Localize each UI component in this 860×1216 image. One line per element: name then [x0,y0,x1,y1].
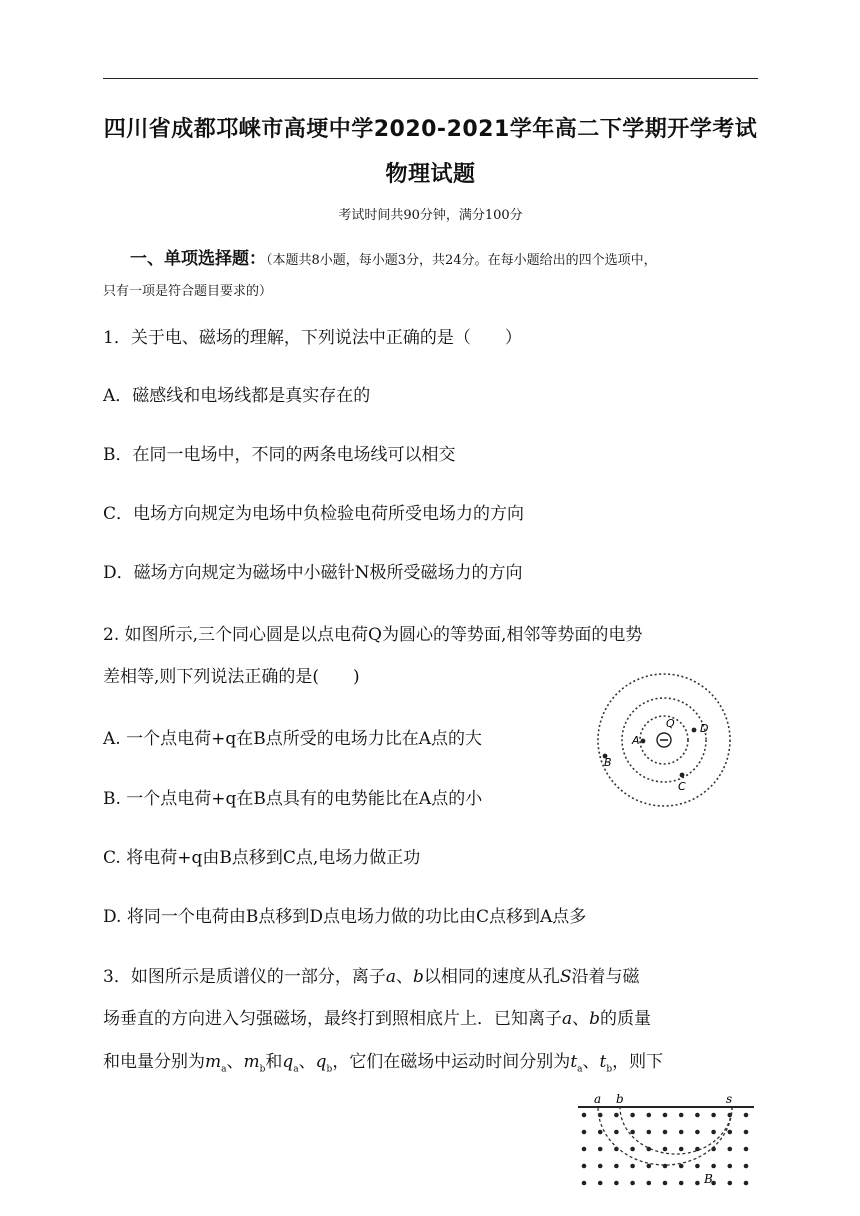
label-c: C [678,780,686,793]
magnetic-field-dots [582,1113,749,1186]
field-dot [630,1113,635,1118]
label-a: a [594,1093,602,1106]
charge-symbol: q [315,1052,327,1072]
field-dot [647,1164,652,1169]
q3-text: 沿着与磁 [571,967,640,987]
hole-s: S [559,967,572,987]
q3-text: 的质量 [600,1009,652,1029]
mass-spectrometer-figure [574,1093,756,1193]
separator: 、 [226,1052,244,1072]
charge-symbol: q [282,1052,294,1072]
subscript-b: b [259,1064,266,1075]
field-dot [582,1113,587,1118]
mass-symbol: m [243,1052,260,1072]
q1-option-a: A．磁感线和电场线都是真实存在的 [103,386,371,406]
label-b: B [604,756,612,769]
field-dot [647,1130,652,1135]
subscript-a: a [221,1064,227,1075]
field-dot [728,1164,733,1169]
field-dot [663,1113,668,1118]
point-d-dot [692,728,697,733]
field-dot [695,1130,700,1135]
separator: 、 [582,1052,600,1072]
q3-text: 场垂直的方向进入匀强磁场，最终打到照相底片上．已知离子 [103,1009,562,1029]
time-symbol: t [599,1052,607,1072]
exam-subject: 物理试题 [385,162,476,187]
field-dot [598,1130,603,1135]
label-d: D [700,722,709,735]
field-dot [663,1181,668,1186]
field-dot [598,1147,603,1152]
q2-option-c: C. 将电荷+q由B点移到C点,电场力做正功 [103,848,421,868]
label-a: A [632,734,640,747]
field-dot [744,1130,749,1135]
header-rule [103,78,758,79]
field-dot [679,1181,684,1186]
q3-text: 3．如图所示是质谱仪的一部分，离子 [103,967,386,987]
field-dot [744,1164,749,1169]
label-b: b [616,1093,624,1106]
field-dot [744,1147,749,1152]
q1-option-d: D．磁场方向规定为磁场中小磁针N极所受磁场力的方向 [103,563,523,583]
separator: 、 [395,967,413,987]
field-dot [695,1113,700,1118]
mass-symbol: m [205,1052,222,1072]
field-dot [630,1164,635,1169]
field-dot [647,1181,652,1186]
field-dot [598,1181,603,1186]
time-symbol: t [570,1052,578,1072]
q3-text: ，则下 [612,1052,664,1072]
q1-option-c: C．电场方向规定为电场中负检验电荷所受电场力的方向 [103,504,525,524]
field-dot [744,1181,749,1186]
field-dot [582,1147,587,1152]
field-dot [630,1181,635,1186]
field-dot [663,1130,668,1135]
section-heading [130,244,657,269]
field-dot [679,1113,684,1118]
label-field-b: B [704,1172,713,1186]
field-dot [582,1164,587,1169]
q3-line1 [103,962,640,987]
field-dot [614,1130,619,1135]
field-dot [728,1181,733,1186]
point-a-dot [641,739,646,744]
field-dot [744,1113,749,1118]
field-dot [711,1130,716,1135]
field-dot [647,1113,652,1118]
q1-stem: 1．关于电、磁场的理解，下列说法中正确的是（ ） [103,328,522,348]
field-dot [630,1147,635,1152]
field-dot [582,1130,587,1135]
exam-duration: 考试时间共90分钟，满分100分 [338,208,523,223]
field-dot [728,1130,733,1135]
q1-option-b: B．在同一电场中，不同的两条电场线可以相交 [103,445,456,465]
field-dot [630,1130,635,1135]
q2-stem-line2: 差相等,则下列说法正确的是( ) [103,667,360,687]
separator: 、 [572,1009,590,1029]
q2-option-d: D. 将同一个电荷由B点移到D点电场力做的功比由C点移到A点多 [103,907,587,927]
q2-option-a: A. 一个点电荷+q在B点所受的电场力比在A点的大 [103,729,482,749]
field-dot [711,1113,716,1118]
field-dot [695,1181,700,1186]
q2-stem-line1: 2. 如图所示,三个同心圆是以点电荷Q为圆心的等势面,相邻等势面的电势 [103,625,643,645]
label-s: s [726,1093,733,1106]
equipotential-circles-figure [594,670,744,810]
field-dot [679,1164,684,1169]
subscript-b: b [326,1064,333,1075]
section-title: 一、单项选择题： [130,249,266,269]
section-note: （本题共8小题，每小题3分，共24分。在每小题给出的四个选项中， [266,253,657,268]
field-dot [614,1164,619,1169]
field-dot [695,1164,700,1169]
ion-b: b [589,1009,601,1029]
ion-b: b [412,967,424,987]
subscript-a: a [577,1064,583,1075]
separator: 、 [298,1052,316,1072]
field-dot [711,1164,716,1169]
q3-text: ，它们在磁场中运动时间分别为 [332,1052,571,1072]
q3-text: 和电量分别为 [103,1052,205,1072]
subscript-a: a [293,1064,299,1075]
field-dot [679,1147,684,1152]
ion-a: a [385,967,396,987]
section-note-continued: 只有一项是符合题目要求的） [103,284,273,299]
exam-title: 四川省成都邛崃市高埂中学2020-2021学年高二下学期开学考试 [103,117,758,142]
conjunction: 和 [265,1052,283,1072]
ion-a: a [562,1009,573,1029]
q3-line2 [103,1004,651,1029]
field-dot [614,1113,619,1118]
field-dot [679,1130,684,1135]
field-dot [663,1147,668,1152]
field-dot [728,1147,733,1152]
field-dot [582,1181,587,1186]
point-c-dot [680,773,685,778]
subscript-b: b [606,1064,613,1075]
q3-text: 以相同的速度从孔 [423,967,560,987]
field-dot [598,1164,603,1169]
q2-option-b: B. 一个点电荷+q在B点具有的电势能比在A点的小 [103,789,483,809]
q3-line3 [103,1047,663,1074]
field-dot [614,1181,619,1186]
label-q: Q [666,717,675,730]
